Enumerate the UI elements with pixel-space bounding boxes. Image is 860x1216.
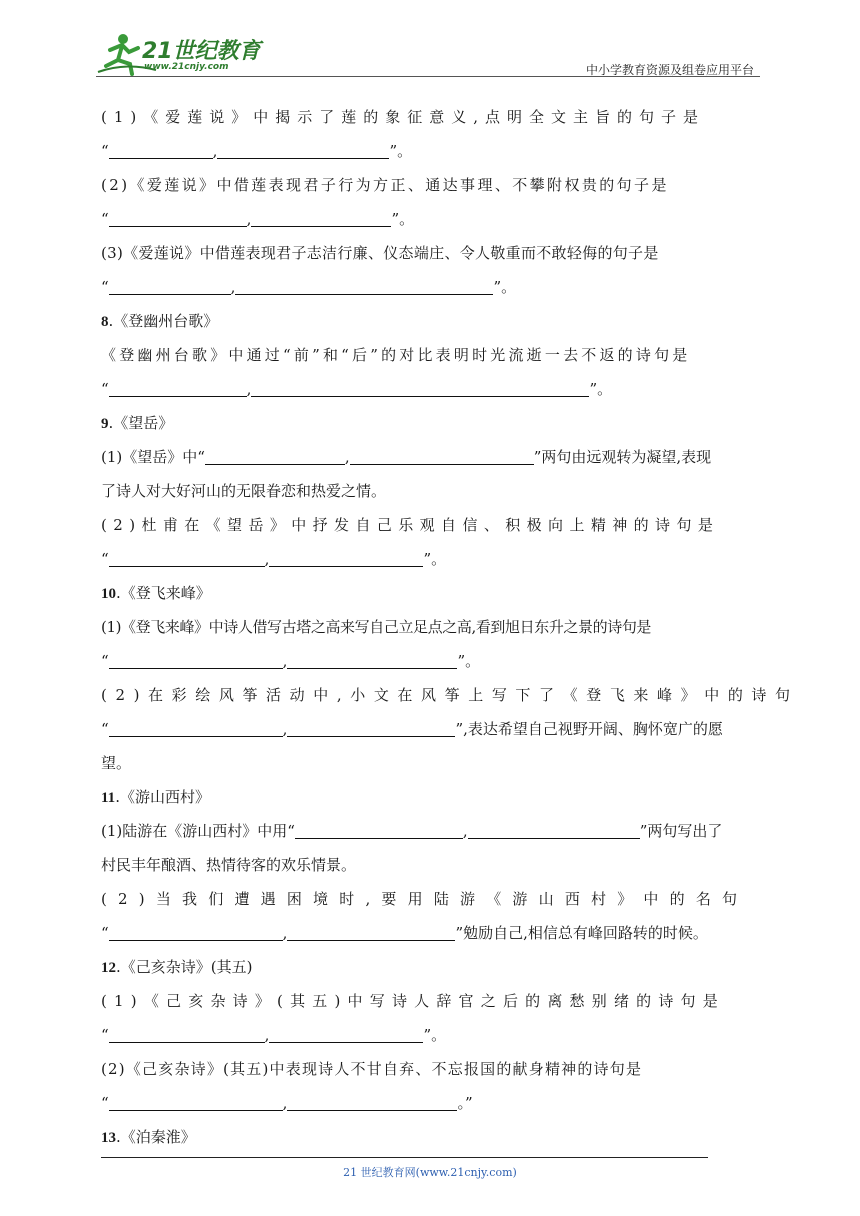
answer-blank[interactable]: [109, 720, 283, 737]
q8-answer-line: “ , ”。: [101, 380, 613, 398]
q12-part1-answer-line: “ , ”。: [101, 1026, 447, 1044]
q8-prompt: 《登幽州台歌》中通过“前”和“后”的对比表明时光流逝一去不返的诗句是: [101, 346, 691, 364]
q10-part1-prompt: (1)《登飞来峰》中诗人借写古塔之高来写自己立足点之高,看到旭日东升之景的诗句是: [101, 618, 652, 636]
q7-part3-prompt: (3)《爱莲说》中借莲表现君子志洁行廉、仪态端庄、令人敬重而不敢轻侮的句子是: [101, 244, 659, 262]
logo-url: www.21cnjy.com: [144, 62, 229, 72]
q9-part1-prompt: (1)《望岳》中“ , ”两句由远观转为凝望,表现: [101, 448, 712, 466]
header-divider: [96, 76, 760, 77]
q9-part1-continuation: 了诗人对大好河山的无限眷恋和热爱之情。: [101, 482, 387, 500]
page-footer[interactable]: 21 世纪教育网(www.21cnjy.com): [343, 1166, 517, 1179]
answer-blank[interactable]: [109, 380, 247, 397]
answer-blank[interactable]: [350, 448, 534, 465]
q10-part2-prompt: (2)在彩绘风筝活动中,小文在风筝上写下了《登飞来峰》中的诗句: [101, 686, 799, 704]
answer-blank[interactable]: [287, 652, 457, 669]
answer-blank[interactable]: [109, 210, 247, 227]
answer-blank[interactable]: [295, 822, 463, 839]
q7-part3-answer-line: “ , ”。: [101, 278, 517, 296]
q11-part1-continuation: 村民丰年酿酒、热情待客的欢乐情景。: [101, 856, 357, 874]
q10-part1-answer-line: “ , ”。: [101, 652, 481, 670]
answer-blank[interactable]: [109, 1026, 265, 1043]
q11-part2-prompt: (2)当我们遭遇困境时,要用陆游《游山西村》中的名句: [101, 890, 749, 908]
q7-part2-prompt: (2)《爱莲说》中借莲表现君子行为方正、通达事理、不攀附权贵的句子是: [101, 176, 669, 194]
q13-heading: 13.《泊秦淮》: [101, 1128, 196, 1146]
q7-part1-answer-line: “ , ”。: [101, 142, 413, 160]
answer-blank[interactable]: [235, 278, 493, 295]
logo-text: 21世纪教育: [142, 39, 261, 64]
answer-blank[interactable]: [287, 720, 455, 737]
answer-blank[interactable]: [269, 550, 423, 567]
answer-blank[interactable]: [109, 1094, 283, 1111]
answer-blank[interactable]: [287, 1094, 457, 1111]
answer-blank[interactable]: [468, 822, 640, 839]
answer-blank[interactable]: [287, 924, 455, 941]
q10-part2-answer-line: “ , ”,表达希望自己视野开阔、胸怀宽广的愿: [101, 720, 723, 738]
q11-part2-answer-line: “ , ”勉励自己,相信总有峰回路转的时候。: [101, 924, 708, 942]
q11-part1-prompt: (1)陆游在《游山西村》中用“ , ”两句写出了: [101, 822, 723, 840]
q12-part2-answer-line: “ , 。”: [101, 1094, 473, 1112]
q12-part2-prompt: (2)《己亥杂诗》(其五)中表现诗人不甘自弃、不忘报国的献身精神的诗句是: [101, 1060, 643, 1078]
q7-part1-prompt: (1)《爱莲说》中揭示了莲的象征意义,点明全文主旨的句子是: [101, 108, 706, 126]
answer-blank[interactable]: [109, 652, 283, 669]
answer-blank[interactable]: [269, 1026, 423, 1043]
q11-heading: 11.《游山西村》: [101, 788, 210, 806]
q9-heading: 9.《望岳》: [101, 414, 174, 432]
answer-blank[interactable]: [205, 448, 345, 465]
q10-heading: 10.《登飞来峰》: [101, 584, 211, 602]
q7-part2-answer-line: “ , ”。: [101, 210, 415, 228]
answer-blank[interactable]: [109, 924, 283, 941]
q9-part2-prompt: (2)杜甫在《望岳》中抒发自己乐观自信、积极向上精神的诗句是: [101, 516, 720, 534]
footer-divider: [101, 1157, 708, 1158]
site-logo[interactable]: [96, 30, 266, 78]
answer-blank[interactable]: [251, 380, 589, 397]
answer-blank[interactable]: [109, 278, 231, 295]
document-body: [101, 100, 799, 1154]
q8-heading: 8.《登幽州台歌》: [101, 312, 219, 330]
answer-blank[interactable]: [109, 550, 265, 567]
header-tagline: 中小学教育资源及组卷应用平台: [585, 63, 754, 77]
q12-heading: 12.《己亥杂诗》(其五): [101, 958, 253, 976]
q12-part1-prompt: (1)《己亥杂诗》(其五)中写诗人辞官之后的离愁别绪的诗句是: [101, 992, 725, 1010]
answer-blank[interactable]: [109, 142, 213, 159]
q10-part2-continuation: 望。: [101, 754, 132, 772]
answer-blank[interactable]: [217, 142, 389, 159]
page-header: [96, 30, 760, 78]
answer-blank[interactable]: [251, 210, 391, 227]
q9-part2-answer-line: “ , ”。: [101, 550, 447, 568]
